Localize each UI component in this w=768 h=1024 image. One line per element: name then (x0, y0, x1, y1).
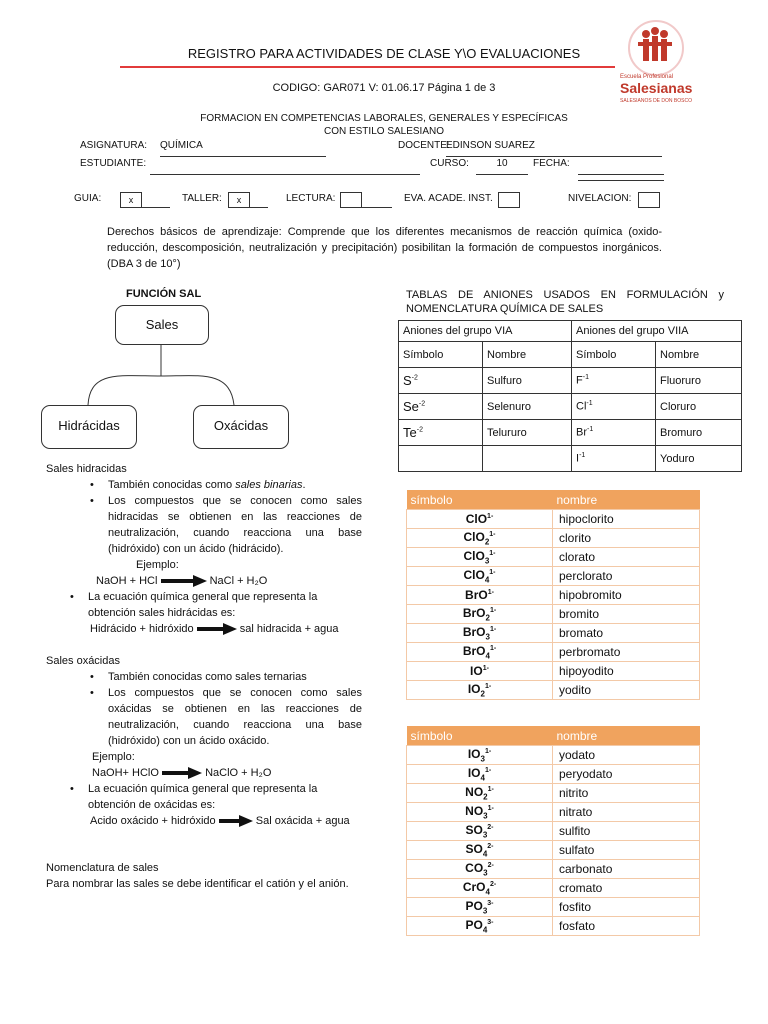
anion-symbol (572, 420, 656, 446)
lectura-checkbox[interactable] (340, 192, 362, 208)
general-equation-left: Hidrácido + hidróxido (90, 623, 194, 635)
list-item (80, 669, 362, 685)
page-title: REGISTRO PARA ACTIVIDADES DE CLASE Y\O EVALUACIONES (187, 46, 581, 61)
anion-symbol (399, 446, 483, 472)
arrow-right-icon (162, 767, 202, 779)
table-row (399, 368, 742, 394)
oxoanion-charge: 1- (487, 589, 494, 596)
table-header-row (407, 490, 700, 510)
oxacidas-list-2 (60, 781, 362, 813)
anion-symbol-base: Te (403, 425, 417, 440)
oxoanion-name: bromito (553, 605, 700, 624)
logo-line-1: Escuela Profesional (620, 74, 674, 80)
table-row (407, 898, 700, 917)
oxoanion-symbol (407, 784, 553, 803)
oxacidas-section (46, 653, 362, 829)
oxoanion-name: hipobromito (553, 586, 700, 605)
group-viia-header: Aniones del grupo VIIA (572, 321, 742, 342)
oxacidas-general-equation (90, 813, 362, 829)
fecha-label: FECHA: (533, 158, 570, 169)
taller-checkbox[interactable]: x (228, 192, 250, 208)
anion-name: Sulfuro (483, 368, 572, 394)
oxoanion-charge: 1- (489, 549, 496, 557)
oxoanion-charge: 1- (489, 644, 497, 652)
nomenclatura-heading: Nomenclatura de sales (46, 862, 159, 874)
general-equation-left: Acido oxácido + hidróxido (90, 815, 216, 827)
oxoanion-charge: 1- (484, 682, 492, 690)
oxoanion-subscript: 2 (484, 537, 490, 547)
oxoanion-table-2 (406, 726, 700, 936)
oxoanion-subscript: 3 (480, 754, 485, 764)
hidracidas-list-2 (60, 589, 362, 621)
oxoanion-symbol (407, 548, 553, 567)
oxoanion-subscript: 3 (482, 830, 488, 840)
table-row (399, 342, 742, 368)
oxoanion-subscript: 3 (483, 811, 488, 821)
taller-label: TALLER: (182, 193, 222, 204)
anion-name: Yoduro (656, 446, 742, 472)
anion-name: Selenuro (483, 394, 572, 420)
table-row (407, 643, 700, 662)
asignatura-label: ASIGNATURA: (80, 140, 148, 151)
oxoanion-symbol (407, 765, 553, 784)
oxoanion-base: IO (467, 746, 481, 761)
fecha-field[interactable] (578, 158, 664, 175)
oxoanion-base: SO (465, 822, 483, 837)
oxoanion-symbol (407, 898, 553, 917)
oxacidas-b1-text: También conocidas como sales ternarias (108, 671, 307, 683)
oxoanion-base: BrO (462, 643, 486, 658)
table-row (399, 446, 742, 472)
oxoanion-base: BrO (465, 588, 488, 602)
table-row (399, 394, 742, 420)
oxoanion-base: CO (465, 860, 484, 875)
table-row (407, 746, 700, 765)
oxoanion-subscript: 3 (483, 868, 488, 878)
oxoanion-symbol (407, 860, 553, 879)
table-header-row (407, 726, 700, 746)
anion-symbol (399, 368, 483, 394)
nivelacion-checkbox[interactable] (638, 192, 660, 208)
oxoanion-symbol (407, 681, 553, 700)
oxoanion-symbol (407, 643, 553, 662)
oxoanion-charge: 1- (484, 766, 492, 774)
anion-symbol-base: F (576, 374, 583, 387)
oxoanion-symbol (407, 624, 553, 643)
oxacidas-list (80, 669, 362, 749)
oxoanion-base: BrO (462, 605, 486, 620)
oxoanion-charge: 2- (487, 823, 494, 831)
oxoanion-name: sulfato (553, 841, 700, 860)
general-equation-right: Sal oxácida + agua (255, 815, 350, 827)
table-row (407, 822, 700, 841)
anion-charge: -1 (582, 374, 589, 382)
logo-line-2: Salesianas (620, 80, 693, 96)
hidracidas-b1-post: . (302, 479, 306, 491)
formacion-heading (0, 112, 768, 138)
asignatura-field[interactable]: QUÍMICA (160, 140, 326, 157)
curso-field[interactable]: 10 (476, 158, 528, 175)
docente-label: DOCENTE: (398, 140, 450, 151)
anion-charge: -1 (586, 400, 593, 408)
oxoanion-base: PO (465, 898, 483, 913)
oxoanion-charge: 1- (489, 606, 497, 614)
table-row (407, 879, 700, 898)
anion-symbol-base: Cl (576, 400, 587, 413)
people-icon (632, 26, 678, 66)
oxoanion-symbol (407, 662, 553, 681)
col-nombre: Nombre (483, 342, 572, 368)
table-row (407, 917, 700, 936)
oxacidas-equation (92, 765, 362, 781)
oxoanion-name: fosfito (553, 898, 700, 917)
equation-right: NaClO + H₂O (205, 767, 272, 779)
oxoanion-charge: 1- (489, 625, 497, 633)
anion-charge: -2 (411, 374, 418, 382)
oxacidas-b3-text: La ecuación química general que representa la obtención de oxácidas es: (88, 783, 318, 811)
taller-underline (228, 207, 268, 208)
table-row (407, 624, 700, 643)
oxoanion-symbol (407, 529, 553, 548)
guia-underline (120, 207, 170, 208)
arrow-right-icon (161, 575, 207, 587)
hidracidas-b1-text: También conocidas como (108, 479, 236, 491)
hidracidas-list (80, 477, 362, 557)
hidracidas-heading: Sales hidracidas (46, 463, 127, 475)
hidracidas-ejemplo: Ejemplo: (136, 559, 179, 571)
curso-label: CURSO: (430, 158, 469, 169)
oxoanion-subscript: 3 (485, 632, 490, 642)
anion-symbol-base: S (403, 373, 412, 388)
anion-charge: -2 (416, 426, 423, 434)
equation-right: NaCl + H₂O (209, 575, 268, 587)
oxoanion-charge: 1- (487, 804, 494, 812)
oxoanion-symbol (407, 841, 553, 860)
formacion-line-2: CON ESTILO SALESIANO (323, 126, 445, 137)
lectura-label: LECTURA: (286, 193, 336, 204)
oxoanion-table-2-body (407, 746, 700, 936)
list-item (80, 685, 362, 749)
table-row (407, 765, 700, 784)
oxoanion-subscript: 4 (482, 849, 488, 859)
lectura-underline (340, 207, 392, 208)
anion-name: Bromuro (656, 420, 742, 446)
col-nombre: nombre (553, 726, 700, 746)
oxoanion-charge: 1- (487, 785, 494, 793)
table-row (407, 529, 700, 548)
diagram-node-sales: Sales (115, 305, 209, 345)
oxacidas-b2-text: Los compuestos que se conocen como sales oxácidas se obtienen en las reacciones de neutralización, cuando reacciona una base (hidróxido) con un ácido oxácido. (108, 687, 362, 747)
table-row (407, 784, 700, 803)
diagram-node-oxacidas: Oxácidas (193, 405, 289, 449)
table-row (407, 605, 700, 624)
col-simbolo: Símbolo (399, 342, 483, 368)
oxoanion-charge: 2- (487, 861, 494, 869)
oxoanion-name: hipoclorito (553, 510, 700, 529)
oxoanion-symbol (407, 822, 553, 841)
oxoanion-charge: 1- (487, 513, 494, 520)
oxoanion-table-1 (406, 490, 700, 700)
oxoanion-charge: 2- (489, 880, 497, 888)
oxoanion-symbol (407, 746, 553, 765)
col-simbolo: símbolo (407, 726, 553, 746)
oxoanion-name: clorato (553, 548, 700, 567)
oxoanion-subscript: 4 (485, 887, 490, 897)
oxoanion-symbol (407, 803, 553, 822)
oxoanion-name: carbonato (553, 860, 700, 879)
hidracidas-equation (96, 573, 362, 589)
eva-label: EVA. ACADE. INST. (404, 193, 493, 204)
oxoanion-name: fosfato (553, 917, 700, 936)
oxoanion-base: PO (465, 917, 483, 932)
oxoanion-name: sulfito (553, 822, 700, 841)
oxoanion-name: nitrato (553, 803, 700, 822)
nomenclatura-section (46, 860, 362, 892)
group-via-header: Aniones del grupo VIA (399, 321, 572, 342)
oxoanion-charge: 1- (482, 665, 489, 672)
anion-symbol (572, 394, 656, 420)
hidracidas-b3-text: La ecuación química general que representa la obtención sales hidrácidas es: (88, 591, 318, 619)
arrow-right-icon (197, 623, 237, 635)
oxoanion-base: IO (467, 681, 481, 696)
oxoanion-name: hipoyodito (553, 662, 700, 681)
document-code: CODIGO: GAR071 V: 01.06.17 Página 1 de 3 (272, 82, 496, 94)
dba-paragraph: Derechos básicos de aprendizaje: Comprende que los diferentes mecanismos de reacción química (oxido-reducción, descomposición, neutralización y precipitación) posibilitan la formación de compuestos inorgánicos. (DBA 3 de 10°) (107, 226, 662, 270)
hidracidas-section (46, 461, 362, 637)
table-row (407, 841, 700, 860)
table-row (407, 681, 700, 700)
table-row (407, 548, 700, 567)
equation-left: NaOH+ HClO (92, 767, 159, 779)
anion-charge: -1 (579, 452, 586, 460)
oxoanion-name: perclorato (553, 567, 700, 586)
arrow-right-icon (219, 815, 253, 827)
hidracidas-b1-em: sales binarias (235, 479, 303, 491)
oxoanion-subscript: 4 (482, 925, 488, 935)
table-row (399, 321, 742, 342)
table-row (399, 420, 742, 446)
oxoanion-subscript: 3 (484, 556, 490, 566)
general-equation-right: sal hidracida + agua (239, 623, 339, 635)
anion-charge: -2 (418, 400, 426, 408)
aniones-table (398, 320, 742, 472)
oxoanion-name: yodato (553, 746, 700, 765)
oxoanion-name: cromato (553, 879, 700, 898)
oxoanion-base: NO (465, 784, 484, 799)
table-row (407, 662, 700, 681)
title-divider (120, 66, 615, 68)
oxoanion-base: NO (465, 803, 484, 818)
diagram-node-hidracidas: Hidrácidas (41, 405, 137, 449)
anion-symbol-base: I (576, 452, 580, 465)
oxoanion-charge: 2- (487, 842, 494, 850)
oxoanion-symbol (407, 917, 553, 936)
oxoanion-charge: 3- (487, 918, 494, 926)
table-row (407, 567, 700, 586)
fecha-field-extra-line (578, 180, 664, 181)
oxoanion-symbol (407, 586, 553, 605)
list-item (80, 493, 362, 557)
equation-left: NaOH + HCl (96, 575, 158, 587)
oxoanion-subscript: 4 (485, 651, 490, 661)
oxoanion-symbol (407, 510, 553, 529)
anion-symbol-base: Se (403, 399, 419, 414)
anion-symbol (572, 446, 656, 472)
aniones-heading: TABLAS DE ANIONES USADOS EN FORMULACIÓN y NOMENCLATURA QUÍMICA DE SALES (406, 289, 724, 315)
oxoanion-charge: 3- (487, 899, 494, 907)
estudiante-label: ESTUDIANTE: (80, 158, 147, 169)
oxoanion-base: SO (465, 841, 483, 856)
anion-name (483, 446, 572, 472)
oxoanion-base: ClO (465, 512, 488, 526)
logo-line-3: SALESIANOS DE DON BOSCO (620, 98, 692, 104)
oxoanion-name: peryodato (553, 765, 700, 784)
anion-name: Fluoruro (656, 368, 742, 394)
col-simbolo: Símbolo (572, 342, 656, 368)
anion-name: Telururo (483, 420, 572, 446)
list-item (60, 589, 362, 621)
list-item (60, 781, 362, 813)
docente-field[interactable]: EDINSON SUAREZ (446, 140, 662, 157)
table-row (407, 860, 700, 879)
oxoanion-symbol (407, 567, 553, 586)
guia-checkbox[interactable]: x (120, 192, 142, 208)
oxoanion-name: bromato (553, 624, 700, 643)
nivelacion-label: NIVELACION: (568, 193, 632, 204)
oxoanion-base: IO (467, 765, 481, 780)
oxoanion-base: ClO (463, 529, 485, 544)
anion-symbol-base: Br (576, 426, 587, 439)
oxoanion-symbol (407, 605, 553, 624)
eva-checkbox[interactable] (498, 192, 520, 208)
oxoanion-base: IO (470, 664, 483, 678)
anion-symbol (572, 368, 656, 394)
diagram-heading: FUNCIÓN SAL (126, 288, 202, 300)
oxoanion-table-1-body (407, 510, 700, 700)
oxoanion-name: nitrito (553, 784, 700, 803)
oxoanion-symbol (407, 879, 553, 898)
oxoanion-charge: 1- (484, 747, 492, 755)
oxoanion-subscript: 2 (480, 689, 485, 699)
anion-charge: -1 (587, 426, 594, 434)
list-item (80, 477, 362, 493)
nomenclatura-text: Para nombrar las sales se debe identificar el catión y el anión. (46, 878, 349, 890)
oxoanion-base: ClO (463, 548, 485, 563)
oxoanion-subscript: 4 (484, 575, 490, 585)
anion-name: Cloruro (656, 394, 742, 420)
hidracidas-general-equation (90, 621, 362, 637)
formacion-line-1: FORMACION EN COMPETENCIAS LABORALES, GENERALES Y ESPECÍFICAS (200, 113, 568, 124)
oxoanion-base: ClO (463, 567, 485, 582)
hidracidas-b2-text: Los compuestos que se conocen como sales hidracidas se obtienen en las reacciones de neutralización, cuando reacciona una base (hidróxido) con un ácido (hidrácido). (108, 495, 362, 555)
oxoanion-name: clorito (553, 529, 700, 548)
col-nombre: Nombre (656, 342, 742, 368)
oxoanion-name: perbromato (553, 643, 700, 662)
oxoanion-subscript: 2 (483, 792, 488, 802)
oxoanion-charge: 1- (489, 568, 496, 576)
oxacidas-heading: Sales oxácidas (46, 655, 120, 667)
oxoanion-subscript: 3 (482, 906, 488, 916)
oxacidas-ejemplo: Ejemplo: (92, 751, 135, 763)
oxoanion-name: yodito (553, 681, 700, 700)
col-simbolo: símbolo (407, 490, 553, 510)
table-row (407, 803, 700, 822)
table-row (407, 510, 700, 529)
anion-symbol (399, 420, 483, 446)
guia-label: GUIA: (74, 193, 102, 204)
anion-symbol (399, 394, 483, 420)
oxoanion-base: BrO (462, 624, 486, 639)
table-row (407, 586, 700, 605)
oxoanion-subscript: 2 (485, 613, 490, 623)
oxoanion-charge: 1- (489, 530, 496, 538)
oxoanion-subscript: 4 (480, 773, 485, 783)
col-nombre: nombre (553, 490, 700, 510)
estudiante-field[interactable] (150, 158, 420, 175)
oxoanion-base: CrO (462, 879, 486, 894)
